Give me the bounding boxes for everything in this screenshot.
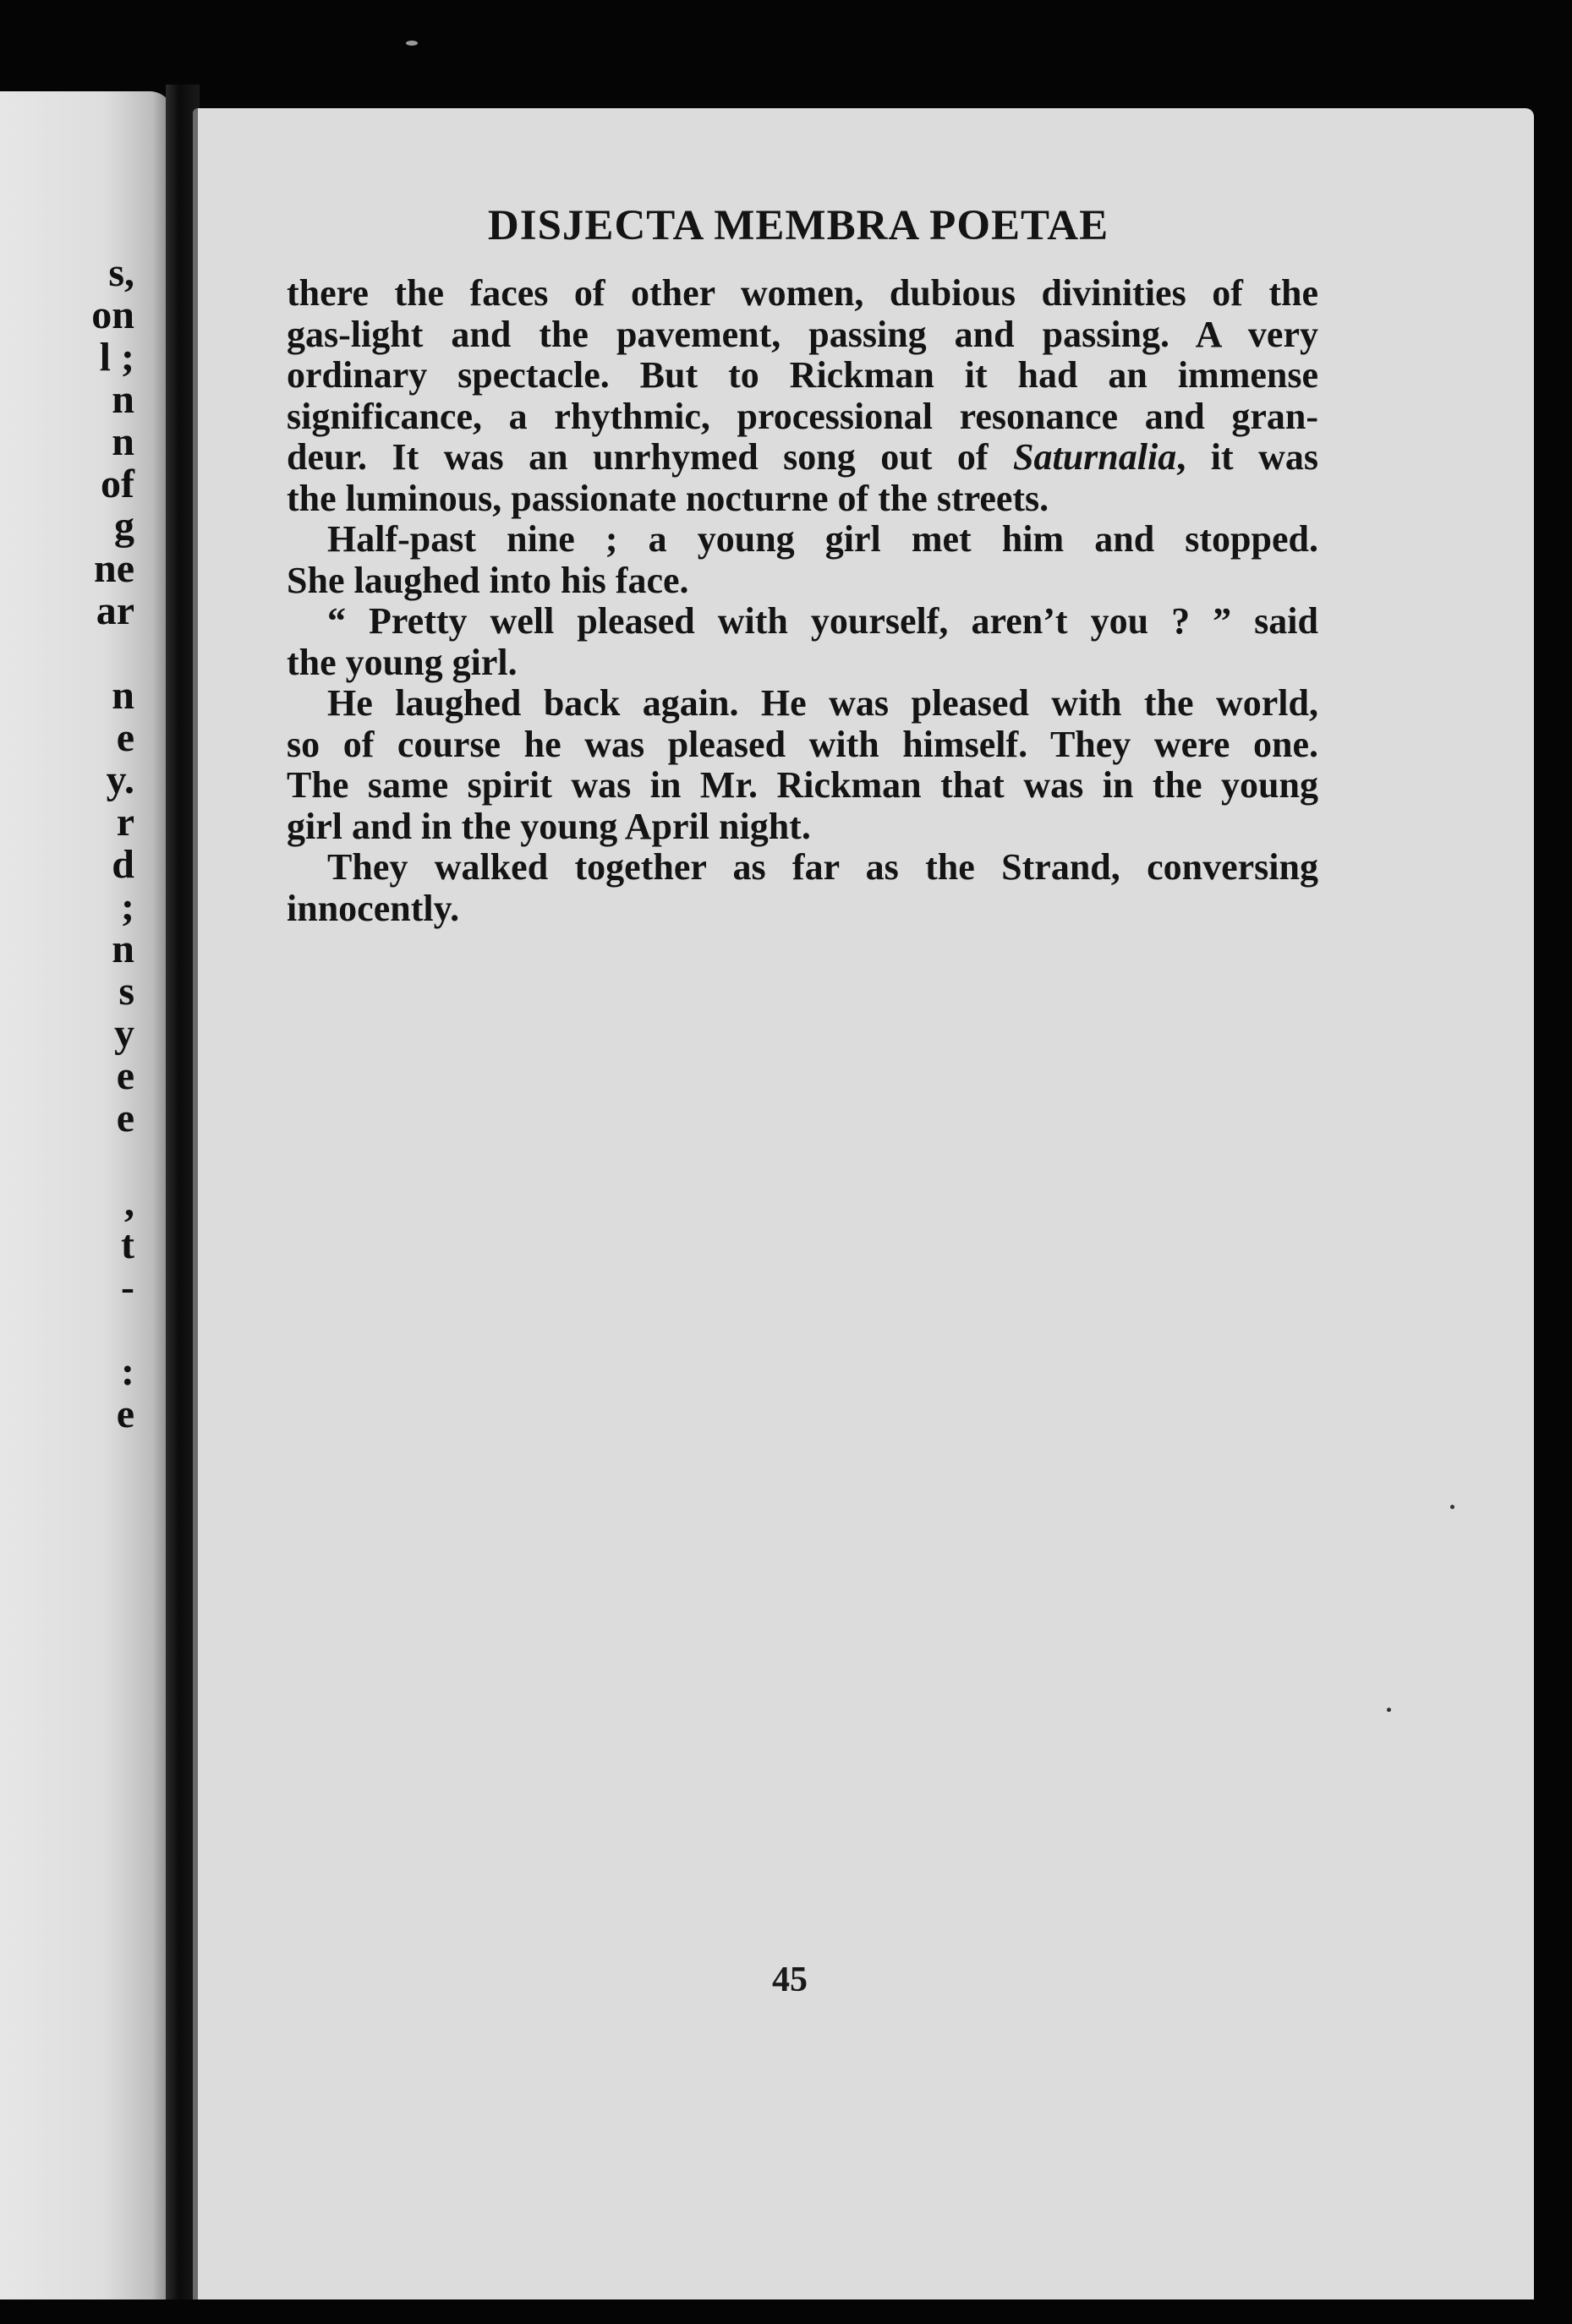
left-page-fragment: , <box>124 1180 134 1225</box>
text-line: The same spirit was in Mr. Rickman that was in the young <box>287 764 1318 806</box>
text-line: He laughed back again. He was pleased with the world, <box>327 682 1318 724</box>
left-page-fragment <box>0 1435 173 1478</box>
left-page-fragment: ; <box>121 884 134 929</box>
text-line: girl and in the young April night. <box>287 805 811 847</box>
left-page-fragment: e <box>116 715 134 760</box>
left-page-fragment <box>0 1140 173 1182</box>
left-page-fragment: ne <box>94 546 134 591</box>
left-page-fragment: s <box>118 969 134 1014</box>
left-page-fragment: s, <box>108 250 134 295</box>
running-head: DISJECTA MEMBRA POETAE <box>487 202 1109 249</box>
left-page-fragment: n <box>112 673 134 718</box>
left-page-fragment: on <box>91 293 134 337</box>
text-line: gas-light and the pavement, passing and passing. A very <box>287 313 1318 355</box>
left-page-fragment: ar <box>96 588 134 633</box>
left-page-fragment <box>0 632 173 675</box>
scan-speck <box>1450 1505 1454 1509</box>
left-page-fragment: g <box>114 504 134 549</box>
left-page-fragment: of <box>101 462 134 506</box>
left-page-fragment: n <box>112 377 134 422</box>
left-page-fragment: y. <box>106 757 134 802</box>
body-text <box>287 273 1318 929</box>
left-page-fragment: : <box>121 1349 134 1394</box>
left-page-fragment <box>0 1478 173 1520</box>
text-line: deur. It was an unrhymed song out of Saturnalia, it was <box>287 436 1318 478</box>
text-line: ordinary spectacle. But to Rickman it had an immense <box>287 354 1318 396</box>
text-line: so of course he was pleased with himself. They were one. <box>287 723 1318 765</box>
text-line: Half-past nine ; a young girl met him and stopped. <box>327 518 1318 560</box>
text-line: She laughed into his face. <box>287 559 689 601</box>
left-facing-page <box>0 91 173 2306</box>
left-page-fragment: y <box>114 1011 134 1056</box>
left-page-fragment: d <box>112 842 134 887</box>
left-page-fragment: r <box>116 800 134 845</box>
text-line: the luminous, passionate nocturne of the streets. <box>287 477 1049 519</box>
left-page-fragment <box>0 1309 173 1351</box>
scan-bottom-border <box>0 2299 1572 2324</box>
left-page-fragment: t <box>121 1222 134 1267</box>
left-page-fragment: n <box>112 927 134 971</box>
text-line: there the faces of other women, dubious divinities of the <box>287 272 1318 314</box>
left-page-fragment: - <box>121 1265 134 1310</box>
left-page-fragment: e <box>116 1053 134 1098</box>
scan-speck <box>406 41 418 46</box>
page-number: 45 <box>772 1960 808 1999</box>
text-line: They walked together as far as the Strand, conversing <box>327 846 1318 888</box>
text-line: innocently. <box>287 887 460 929</box>
text-line: significance, a rhythmic, processional resonance and gran- <box>287 395 1318 437</box>
left-page-fragment <box>0 1520 173 1562</box>
left-page-fragment: e <box>116 1096 134 1140</box>
text-line: the young girl. <box>287 641 518 683</box>
left-page-fragment <box>0 1562 173 1605</box>
left-page-fragment: n <box>112 419 134 464</box>
left-page-fragment: l ; <box>99 335 134 380</box>
right-page <box>193 108 1534 2299</box>
left-page-text-fragments <box>0 252 173 1605</box>
left-page-fragment: e <box>116 1392 134 1436</box>
text-line: “ Pretty well pleased with yourself, aren’t you ? ” said <box>327 600 1318 642</box>
scan-speck <box>1387 1708 1391 1712</box>
